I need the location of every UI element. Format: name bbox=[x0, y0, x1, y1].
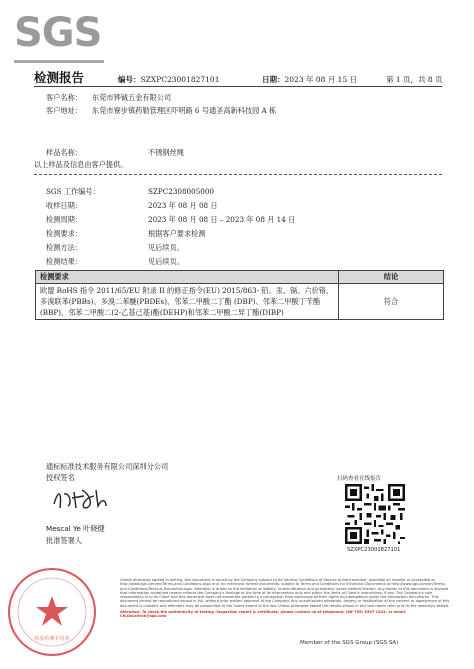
logo-underline bbox=[14, 60, 104, 63]
svg-text:检验检测专用章: 检验检测专用章 bbox=[34, 636, 70, 642]
info-label: 检测要求： bbox=[46, 229, 82, 238]
info-label: 检测结果： bbox=[46, 257, 82, 266]
authorized-signature-label: 授权签名 bbox=[46, 473, 75, 482]
info-value: 根据客户要求检测 bbox=[148, 229, 206, 238]
requirements-table bbox=[35, 270, 444, 320]
client-address: 东莞市寮步镇药勒管理区吓明路 6 号通圣高新科技园 A 栋 bbox=[92, 106, 277, 115]
client-name-label: 客户名称： bbox=[46, 93, 82, 102]
info-value: SZPC2308005000 bbox=[148, 187, 214, 196]
sample-name-label: 样品名称： bbox=[46, 148, 82, 157]
info-value: 见后续页。 bbox=[148, 243, 184, 252]
info-label: SGS 工作编号： bbox=[46, 187, 100, 196]
info-value: 见后续页。 bbox=[148, 257, 184, 266]
report-number: 编号：SZXPC23001827101 bbox=[118, 75, 220, 84]
report-date: 日期：2023 年 08 月 15 日 bbox=[262, 75, 358, 84]
sample-name: 不锈钢丝绳 bbox=[148, 148, 184, 157]
report-title: 检测报告 bbox=[34, 70, 85, 85]
client-address-label: 客户地址： bbox=[46, 106, 82, 115]
sgs-logo: SGS bbox=[14, 10, 102, 56]
requirement-cell: 欧盟 RoHS 指令 2011/65/EU 附录 II 的修正指令(EU) 2015/863- 铅、汞、镉、六价铬、多溴联苯(PBBs)、多溴二苯醚(PBDEs)、邻苯二甲酸二丁酯 (DBP)、邻苯二甲酸丁苄酯(BBP)、邻苯二甲酸二(2-乙基己基)酯(DEHP)和邻苯二甲酸二异丁酯(DIBP) bbox=[36, 284, 339, 320]
info-value: 2023 年 08 月 08 日 bbox=[148, 201, 218, 210]
info-label: 检测周期： bbox=[46, 215, 82, 224]
company-seal-icon bbox=[6, 566, 98, 658]
signer-name: Mescal Ye 叶晓健 bbox=[46, 524, 105, 533]
sgs-member-footer: Member of the SGS Group (SGS SA) bbox=[300, 640, 399, 646]
conclusion-cell: 符合 bbox=[339, 284, 444, 320]
client-name: 东莞市铧铖五金有限公司 bbox=[92, 93, 172, 102]
section-divider bbox=[34, 174, 442, 175]
qr-caption: 扫码查看在线报告 bbox=[337, 476, 382, 482]
table-row bbox=[36, 284, 444, 320]
company-name: 通标标准技术服务有限公司深圳分公司 bbox=[46, 462, 169, 471]
authenticity-notice: Attention: To check the authenticity of testing /inspection report & certificate, please contact us at telephone: (86-755) 8307 1443, or email: CN.Doccheck@sgs.com bbox=[120, 610, 407, 619]
page-indicator: 第 1 页，共 8 页 bbox=[386, 75, 443, 84]
sample-note: 以上样品及信息由客户提供。 bbox=[34, 160, 128, 169]
header-rule bbox=[34, 86, 442, 87]
handwritten-signature bbox=[50, 484, 110, 514]
signer-role: 批准签署人 bbox=[46, 536, 82, 545]
info-value: 2023 年 08 月 08 日 – 2023 年 08 月 14 日 bbox=[148, 215, 296, 224]
terms-text: Unless otherwise agreed in writing, this document is issued by the Company subject to its General Conditions of Service printed overleaf, available on request or accessible at http://www.sgs.com/en/Terms-and-Conditions.aspx and, for electronic format documents, subject to Terms and Conditions for Electronic Documents at http://www.sgs.com/en/Terms-and-Conditions/Terms-e-Document.aspx. Attention is drawn to the limitation of liability, indemnification and jurisdiction issues defined therein. Any holder of this document is advised that information contained hereon reflects the Company's findings at the time of its intervention only and within the limits of Client's instructions, if any. The Company's sole responsibility is to its Client and this document does not exonerate parties to a transaction from exercising all their rights and obligations under the transaction documents. This document cannot be reproduced except in full, without prior written approval of the Company. Any unauthorized alteration, forgery or falsification of the content or appearance of this document is unlawful and offenders may be prosecuted to the fullest extent of the law. Unless otherwise stated the results shown in this test report refer only to the sample(s) tested. bbox=[120, 578, 450, 608]
qr-code-number: SZXPC23001827101 bbox=[347, 547, 401, 553]
col-requirement-header: 检测要求 bbox=[36, 271, 339, 284]
terms-and-conditions bbox=[120, 578, 450, 619]
col-conclusion-header: 结论 bbox=[339, 271, 444, 284]
info-label: 收样日期： bbox=[46, 201, 82, 210]
info-label: 检测方法： bbox=[46, 243, 82, 252]
table-header-row bbox=[36, 271, 444, 284]
qr-code-icon[interactable] bbox=[345, 484, 405, 544]
